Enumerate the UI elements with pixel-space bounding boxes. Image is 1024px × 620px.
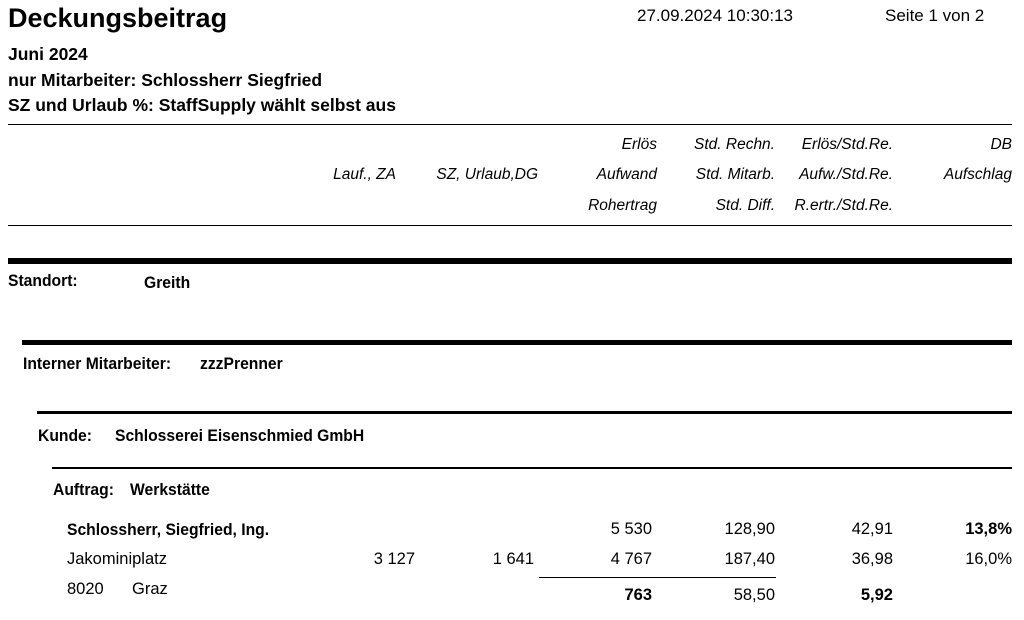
value-db: 13,8% [965,520,1012,538]
report-period: Juni 2024 [8,44,88,64]
col-header-erloes: Erlös [621,136,657,153]
col-header-std-mitarb: Std. Mitarb. [695,166,775,183]
auftrag-value: Werkstätte [130,481,210,499]
value-std-diff: 58,50 [733,586,775,604]
employee-filter: nur Mitarbeiter: Schlossherr Siegfried [8,70,323,90]
page-indicator: Seite 1 von 2 [885,6,985,25]
value-lauf: 3 127 [373,550,415,568]
standort-label: Standort: [8,272,78,290]
auftrag-label: Auftrag: [53,481,114,499]
report-title: Deckungsbeitrag [8,3,228,33]
kunde-value: Schlosserei Eisenschmied GmbH [115,427,365,445]
col-header-std-diff: Std. Diff. [715,197,775,214]
employee-street: Jakominiplatz [67,550,167,568]
mitarbeiter-value: zzzPrenner [200,355,283,373]
value-erloes-std: 42,91 [851,520,893,538]
header-bottom-rule [8,225,1012,226]
col-header-aufw-std: Aufw./Std.Re. [799,166,893,183]
col-header-db: DB [990,136,1012,153]
employee-name: Schlossherr, Siegfried, Ing. [67,521,270,539]
employee-city: Graz [132,580,168,598]
value-aufwand: 4 767 [610,550,652,568]
value-rertr-std: 5,92 [860,586,893,604]
value-erloes: 5 530 [610,520,652,538]
col-header-std-rechn: Std. Rechn. [694,136,775,153]
value-std-mitarb: 187,40 [724,550,775,568]
col-header-rertr-std: R.ertr./Std.Re. [794,197,893,214]
subtotal-rule [539,577,776,578]
value-aufschlag: 16,0% [965,550,1012,568]
employee-zip: 8020 [67,580,104,598]
col-header-rohertrag: Rohertrag [588,197,657,214]
header-top-rule [8,124,1012,125]
value-aufw-std: 36,98 [851,550,893,568]
mitarbeiter-label: Interner Mitarbeiter: [23,355,172,373]
col-header-sz: SZ, Urlaub,DG [436,166,538,183]
kunde-label: Kunde: [38,427,92,445]
value-std-rechn: 128,90 [724,520,775,538]
report-timestamp: 27.09.2024 10:30:13 [637,6,793,25]
standort-rule [8,258,1012,264]
auftrag-rule [52,467,1012,469]
col-header-erloes-std: Erlös/Std.Re. [801,136,893,153]
sz-filter: SZ und Urlaub %: StaffSupply wählt selbst aus [8,95,396,115]
mitarbeiter-rule [22,340,1012,345]
col-header-lauf: Lauf., ZA [333,166,396,183]
col-header-aufwand: Aufwand [596,166,657,183]
col-header-aufschlag: Aufschlag [943,166,1012,183]
value-rohertrag: 763 [624,586,652,604]
kunde-rule [37,411,1012,414]
value-sz: 1 641 [492,550,534,568]
standort-value: Greith [144,274,191,292]
